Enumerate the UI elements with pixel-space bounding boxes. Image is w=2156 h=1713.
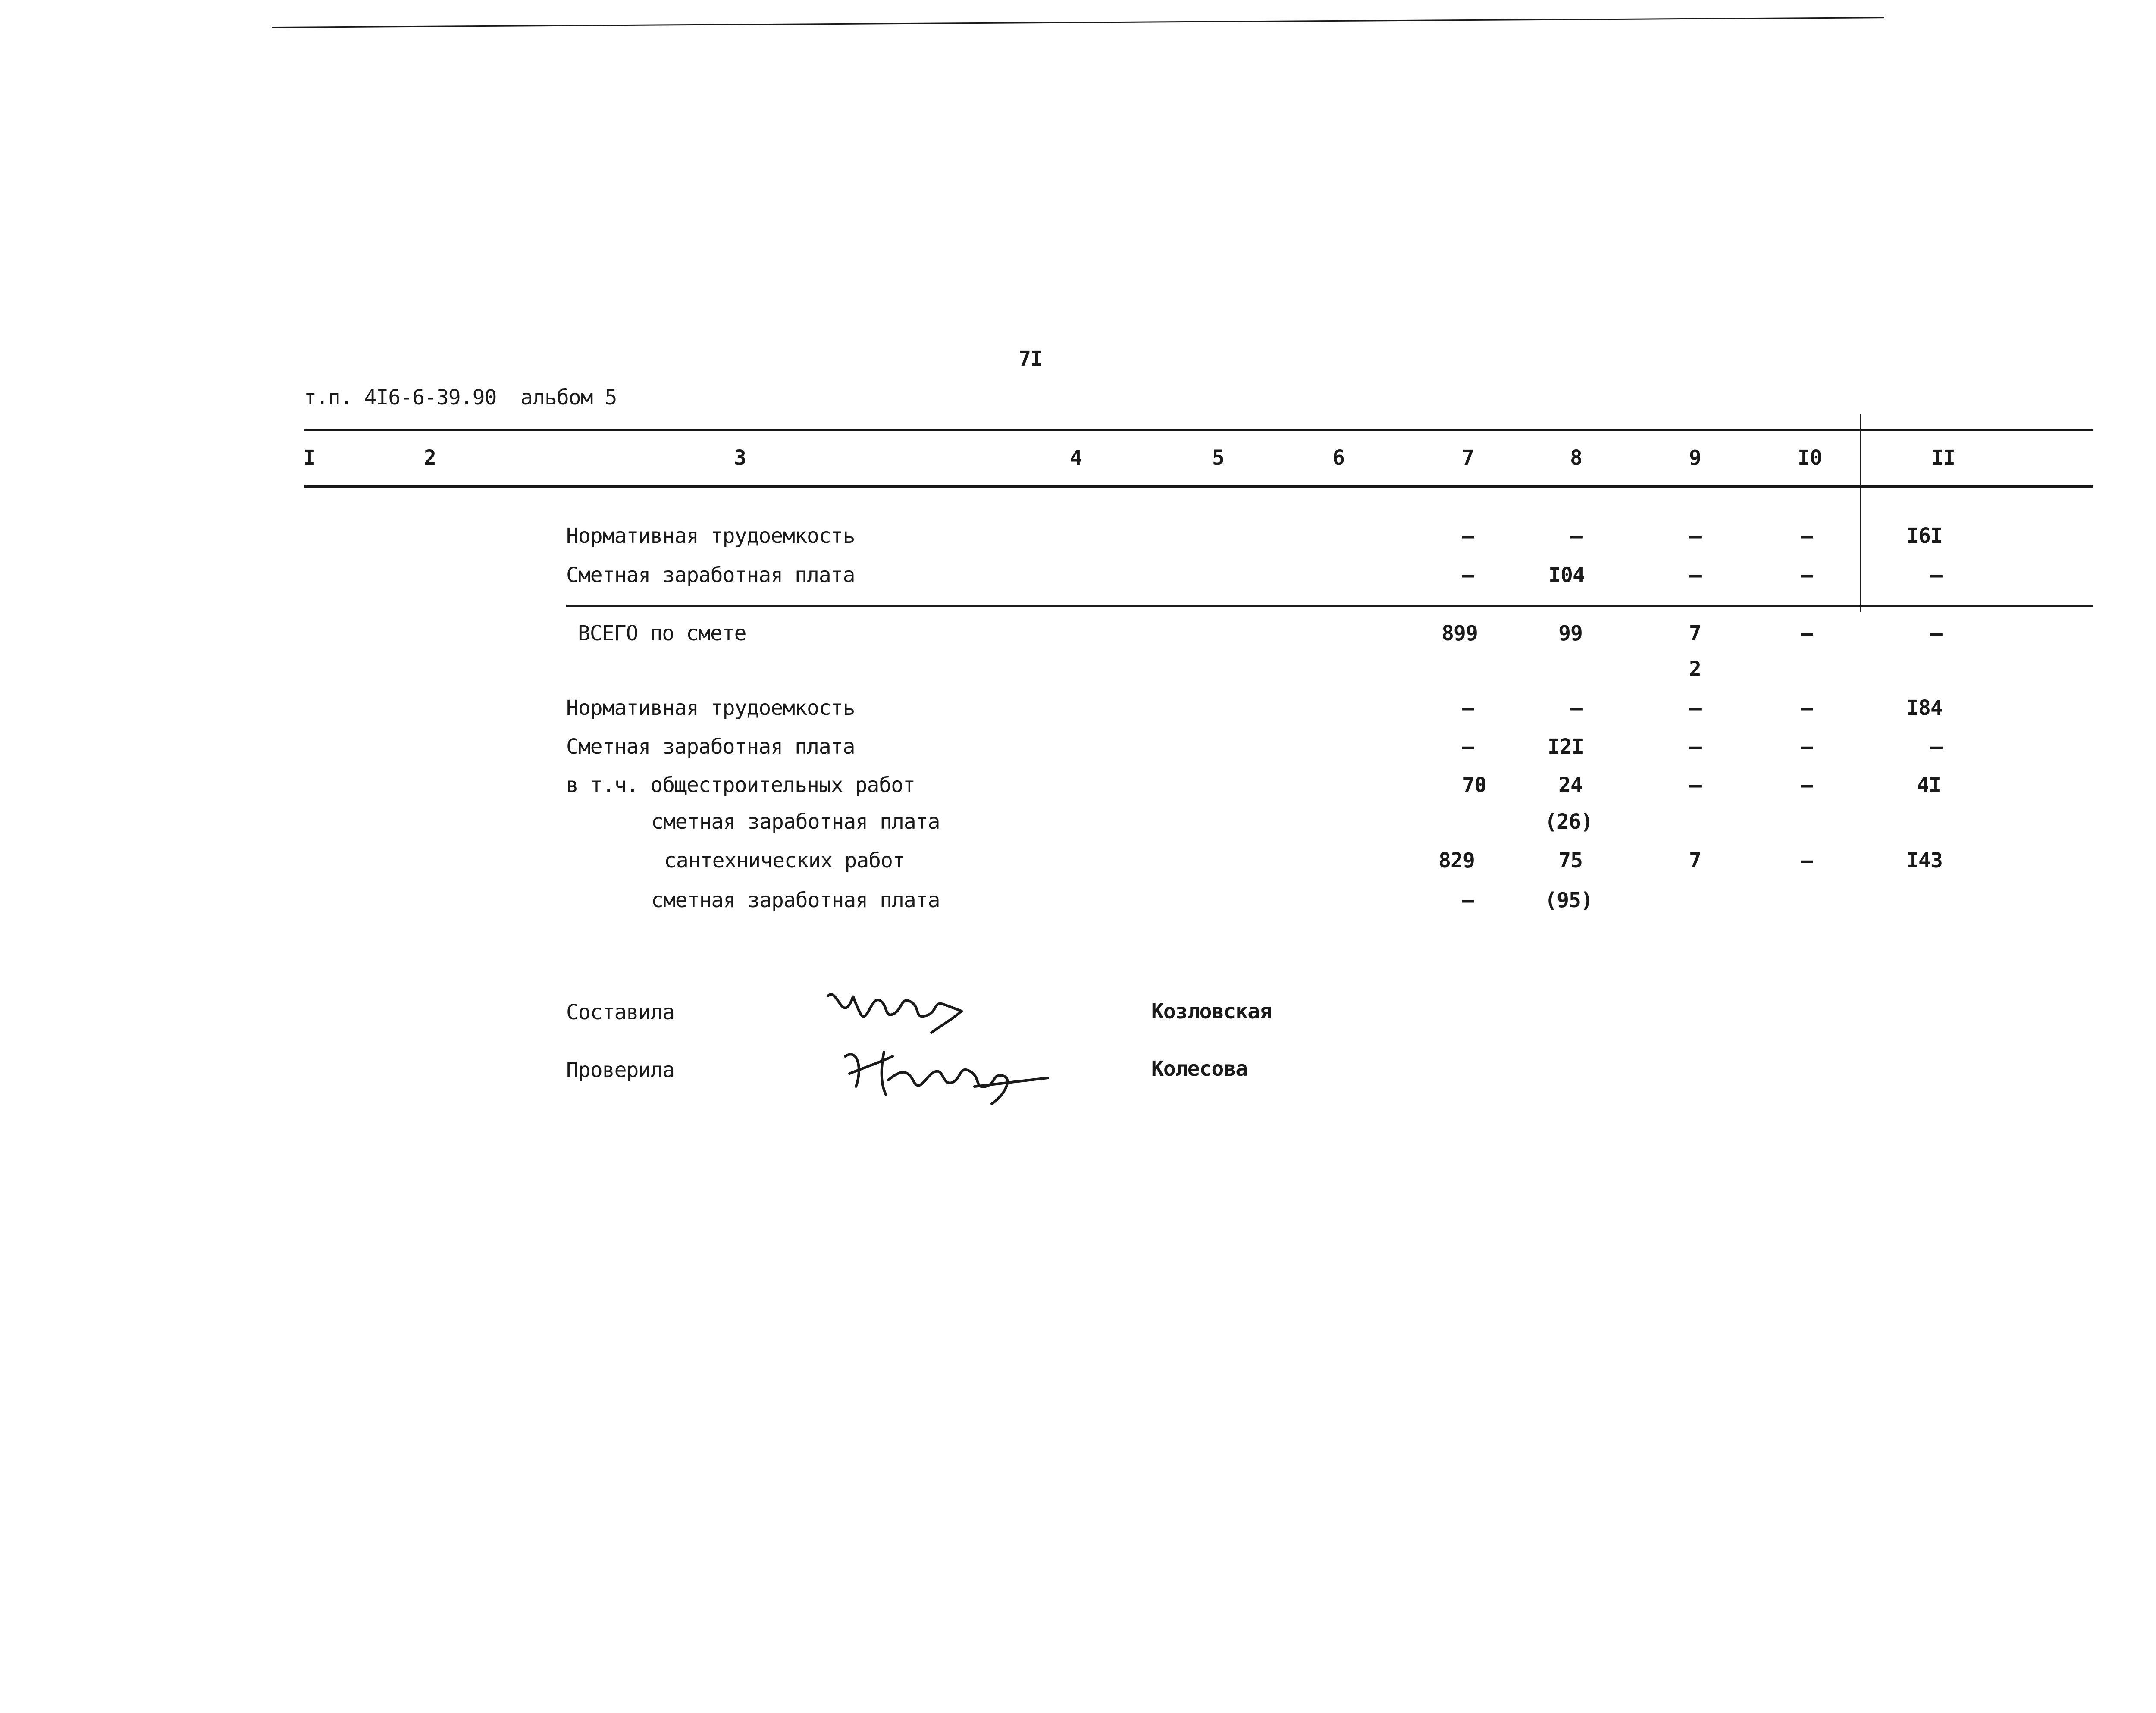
cell-col9: – [1689, 735, 1701, 759]
cell-col9: – [1689, 524, 1701, 548]
cell-col9: – [1689, 696, 1701, 720]
row-label: Сметная заработная плата [566, 735, 855, 759]
cell-col11: I84 [1906, 696, 1943, 720]
row-label: Нормативная трудоемкость [566, 524, 855, 548]
cell-col7: – [1462, 888, 1474, 912]
cell-col11: – [1930, 735, 1942, 759]
column-header: I0 [1798, 446, 1822, 470]
cell-col10: – [1801, 773, 1813, 797]
compiled-name: Козловская [1151, 999, 1272, 1024]
cell-col8: – [1570, 524, 1582, 548]
cell-col11: – [1930, 563, 1942, 587]
row-label: Сметная заработная плата [566, 563, 855, 587]
cell-col8: 24 [1558, 773, 1583, 797]
cell-col10: – [1801, 735, 1813, 759]
cell-col8: I04 [1548, 563, 1585, 587]
table-top-rule [304, 429, 2093, 431]
column-header: 5 [1212, 446, 1224, 470]
cell-col10: – [1801, 696, 1813, 720]
column-11-divider [1860, 414, 1861, 612]
column-header: 7 [1462, 446, 1474, 470]
row-label: сметная заработная плата [651, 888, 940, 912]
cell-col9: 7 [1689, 849, 1701, 873]
checked-signature [832, 1039, 1056, 1112]
compiled-signature [819, 979, 983, 1043]
cell-col11: 4I [1917, 773, 1941, 797]
column-header: 8 [1570, 446, 1582, 470]
cell-col7: – [1462, 735, 1474, 759]
cell-col10: – [1801, 563, 1813, 587]
column-header: 2 [424, 446, 436, 470]
cell-col11: I43 [1906, 849, 1943, 873]
subtotal-rule [566, 605, 2093, 607]
row-label: в т.ч. общестроительных работ [566, 773, 915, 797]
compiled-label: Составила [566, 1000, 675, 1024]
document-reference: т.п. 4I6-6-39.90 альбом 5 [304, 385, 617, 410]
cell-col7: – [1462, 696, 1474, 720]
cell-col9: – [1689, 773, 1701, 797]
row-label: сметная заработная плата [651, 810, 940, 834]
top-edge-line [272, 17, 1884, 28]
cell-col7: – [1462, 563, 1474, 587]
cell-col7: 899 [1442, 621, 1478, 645]
cell-col8: 75 [1558, 849, 1583, 873]
cell-col9: 7 [1689, 621, 1701, 645]
table-header-bottom-rule [304, 485, 2093, 488]
cell-col9: – [1689, 563, 1701, 587]
cell-col8: I2I [1548, 735, 1584, 759]
cell-col7: – [1462, 524, 1474, 548]
cell-col11: – [1930, 621, 1942, 645]
cell-col8: – [1570, 696, 1582, 720]
cell-col9-second-line: 2 [1689, 657, 1701, 681]
column-header: 6 [1332, 446, 1344, 470]
cell-col7: 70 [1462, 773, 1486, 797]
cell-col11: I6I [1906, 524, 1943, 548]
column-header: II [1931, 446, 1955, 470]
column-header: 4 [1070, 446, 1082, 470]
page-number: 7I [1018, 347, 1043, 371]
cell-col10: – [1801, 849, 1813, 873]
cell-col10: – [1801, 621, 1813, 645]
column-header: 9 [1689, 446, 1701, 470]
column-header: I [303, 446, 315, 470]
cell-col10: – [1801, 524, 1813, 548]
column-header: 3 [734, 446, 746, 470]
cell-col8: 99 [1558, 621, 1583, 645]
row-label: ВСЕГО по смете [578, 621, 746, 645]
cell-col8: (95) [1545, 888, 1593, 912]
row-label: Нормативная трудоемкость [566, 696, 855, 720]
row-label: сантехнических работ [664, 849, 905, 873]
checked-name: Колесова [1151, 1057, 1248, 1081]
cell-col8: (26) [1545, 810, 1593, 834]
checked-label: Проверила [566, 1058, 675, 1082]
cell-col7: 829 [1438, 849, 1475, 873]
